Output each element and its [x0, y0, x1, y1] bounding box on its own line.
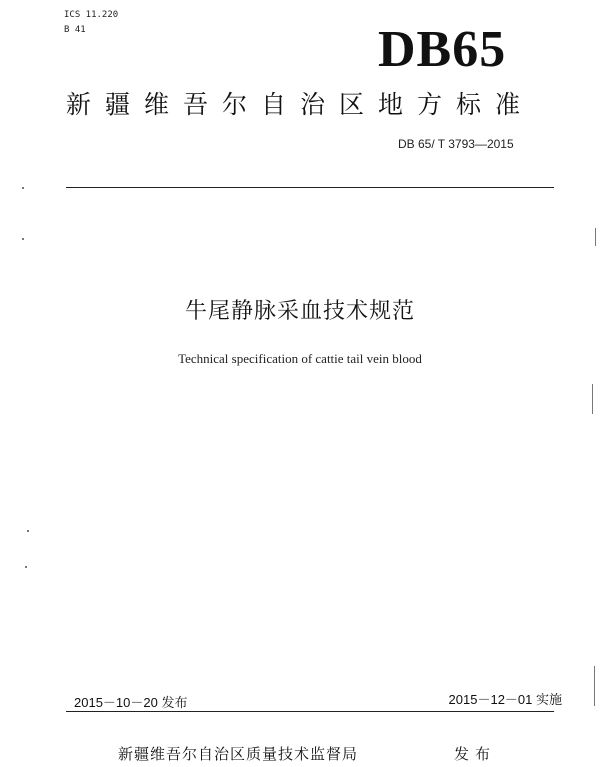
- classification-codes: [64, 8, 118, 38]
- document-title-chinese: 牛尾静脉采血技术规范: [184, 299, 415, 324]
- class-code: B 41: [64, 25, 86, 35]
- scan-speck: [595, 228, 596, 246]
- publishing-authority: 新疆维吾尔自治区质量技术监督局: [118, 745, 359, 763]
- ics-code: ICS 11.220: [64, 10, 119, 20]
- issue-date: 2015－10－20 发布: [74, 695, 188, 710]
- publish-label: 发布: [454, 745, 497, 763]
- scan-speck: [592, 384, 593, 414]
- scan-speck: [22, 187, 24, 189]
- db65-logo: DB65: [378, 21, 507, 78]
- scan-speck: [25, 566, 27, 568]
- standard-category-title: 新疆维吾尔自治区地方标准: [66, 90, 535, 119]
- standard-number: DB 65/ T 3793—2015: [398, 137, 514, 151]
- document-title-english: Technical specification of cattie tail vein blood: [178, 351, 422, 366]
- scan-speck: [27, 530, 29, 532]
- scan-speck: [594, 666, 595, 706]
- header-divider: [66, 187, 554, 188]
- footer-divider: [66, 711, 554, 712]
- implementation-date: 2015－12－01 实施: [448, 692, 562, 707]
- scan-speck: [22, 238, 24, 240]
